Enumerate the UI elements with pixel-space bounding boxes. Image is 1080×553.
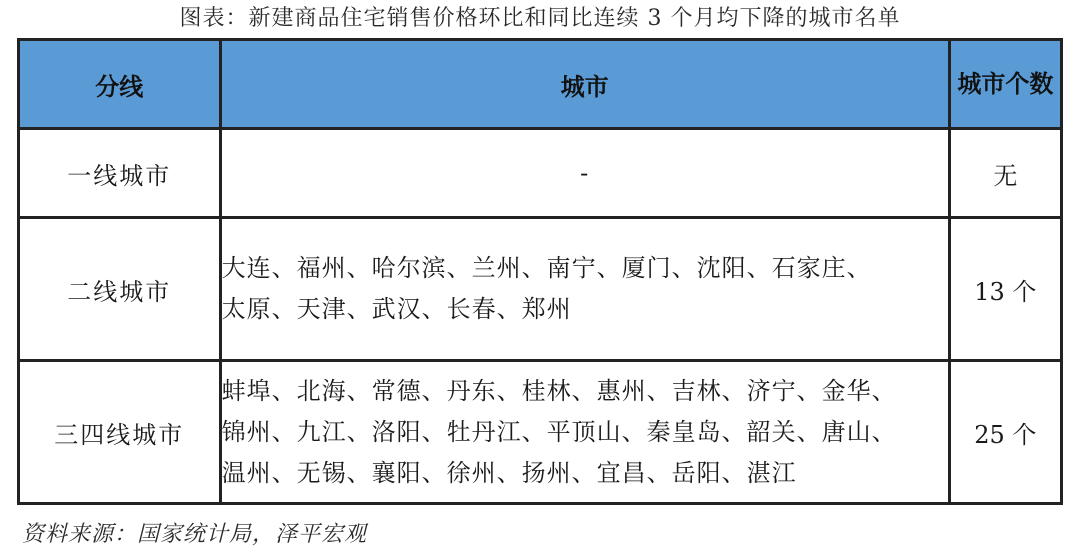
- source-note: 资料来源：国家统计局，泽平宏观: [22, 522, 368, 547]
- table-title: 图表：新建商品住宅销售价格环比和同比连续 3 个月均下降的城市名单: [179, 6, 901, 31]
- city-table: [17, 38, 1063, 505]
- header-count: 城市个数: [949, 40, 1061, 129]
- cities-line: 温州、无锡、襄阳、徐州、扬州、宜昌、岳阳、湛江: [221, 458, 797, 487]
- tier-cell: 一线城市: [19, 129, 221, 218]
- count-cell: 25 个: [949, 361, 1061, 504]
- table-header-row: [19, 40, 1062, 129]
- tier-cell: 二线城市: [19, 218, 221, 361]
- cities-line: -: [580, 158, 590, 187]
- tier-cell: 三四线城市: [19, 361, 221, 504]
- cities-cell: [220, 361, 949, 504]
- cities-line: 蚌埠、北海、常德、丹东、桂林、惠州、吉林、济宁、金华、: [221, 376, 897, 405]
- table-row: [19, 361, 1062, 504]
- header-city: 城市: [220, 40, 949, 129]
- count-cell: 无: [949, 129, 1061, 218]
- table-row: [19, 218, 1062, 361]
- cities-cell: [220, 218, 949, 361]
- table-row: [19, 129, 1062, 218]
- cities-line: 太原、天津、武汉、长春、郑州: [221, 295, 572, 323]
- cities-line: 大连、福州、哈尔滨、兰州、南宁、厦门、沈阳、石家庄、: [221, 254, 872, 282]
- header-tier: 分线: [19, 40, 221, 129]
- cities-line: 锦州、九江、洛阳、牡丹江、平顶山、秦皇岛、韶关、唐山、: [221, 417, 897, 446]
- count-cell: 13 个: [949, 218, 1061, 361]
- cities-cell: [220, 129, 949, 218]
